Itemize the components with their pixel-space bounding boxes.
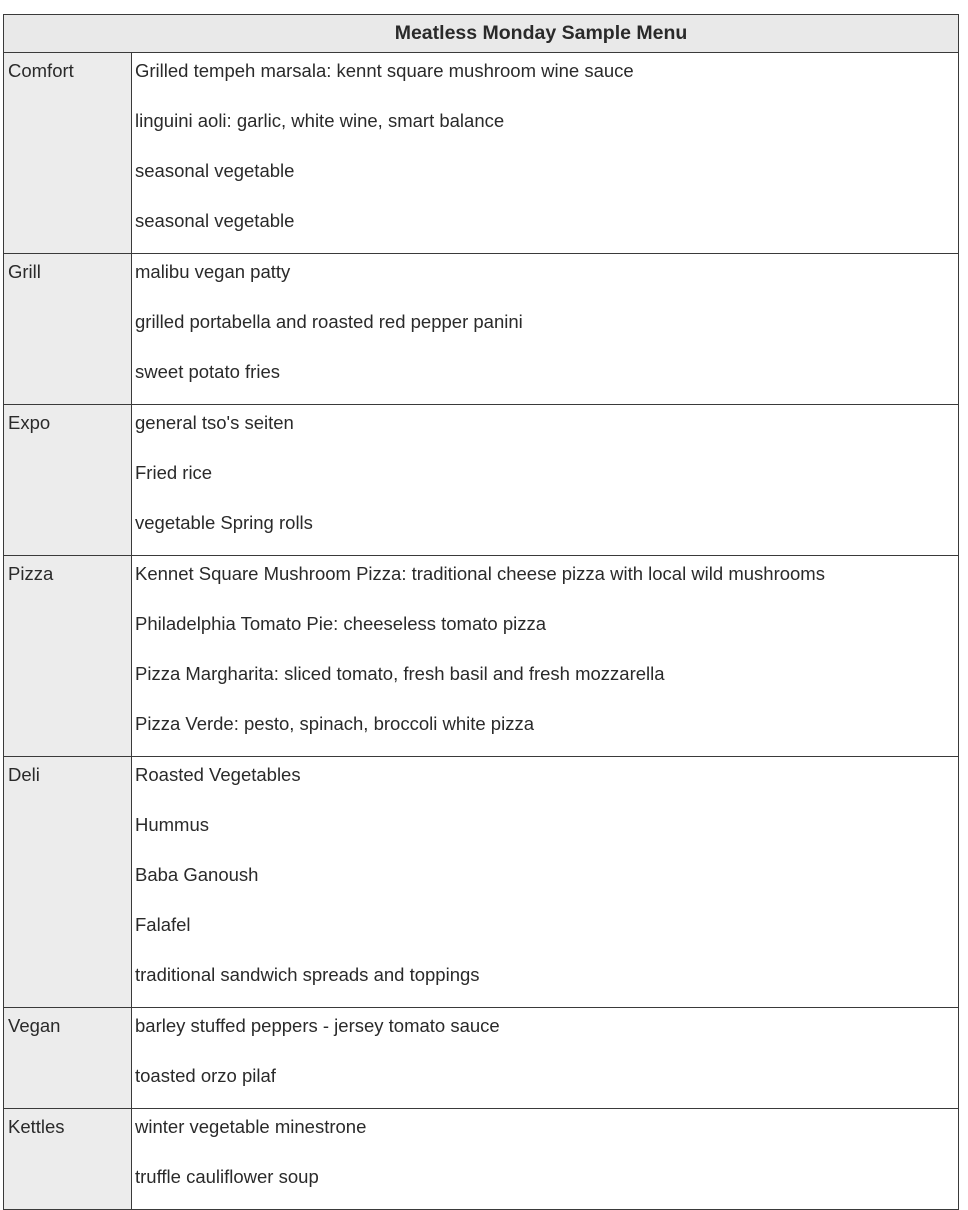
menu-title: Meatless Monday Sample Menu <box>4 15 959 53</box>
menu-items-cell <box>132 757 959 1008</box>
menu-items-cell <box>132 1109 959 1210</box>
category-label: Deli <box>4 757 132 1008</box>
menu-item: Fried rice <box>135 462 213 483</box>
menu-item: malibu vegan patty <box>135 261 291 282</box>
menu-item: general tso's seiten <box>135 412 294 433</box>
menu-items-cell <box>132 1008 959 1109</box>
menu-section-row <box>4 1008 959 1109</box>
menu-section-row <box>4 556 959 757</box>
menu-item: Falafel <box>135 914 191 935</box>
menu-section-row <box>4 254 959 405</box>
category-label: Vegan <box>4 1008 132 1109</box>
menu-item: Baba Ganoush <box>135 864 259 885</box>
menu-item: seasonal vegetable <box>135 160 295 181</box>
category-label: Kettles <box>4 1109 132 1210</box>
menu-body <box>4 53 959 1210</box>
menu-items-cell <box>132 405 959 556</box>
category-label: Comfort <box>4 53 132 254</box>
menu-item: Kennet Square Mushroom Pizza: traditional cheese pizza with local wild mushrooms <box>135 563 825 584</box>
menu-section-row <box>4 1109 959 1210</box>
menu-item: Pizza Margharita: sliced tomato, fresh basil and fresh mozzarella <box>135 663 665 684</box>
category-label: Grill <box>4 254 132 405</box>
menu-item: linguini aoli: garlic, white wine, smart balance <box>135 110 505 131</box>
menu-item: winter vegetable minestrone <box>135 1116 367 1137</box>
menu-item: traditional sandwich spreads and toppings <box>135 964 480 985</box>
menu-item: vegetable Spring rolls <box>135 512 313 533</box>
menu-item: sweet potato fries <box>135 361 280 382</box>
menu-section-row <box>4 53 959 254</box>
menu-table <box>3 14 959 1210</box>
menu-item: Hummus <box>135 814 210 835</box>
menu-item: Philadelphia Tomato Pie: cheeseless tomato pizza <box>135 613 547 634</box>
category-label: Expo <box>4 405 132 556</box>
menu-item: truffle cauliflower soup <box>135 1166 319 1187</box>
category-label: Pizza <box>4 556 132 757</box>
menu-item: toasted orzo pilaf <box>135 1065 276 1086</box>
menu-item: seasonal vegetable <box>135 210 295 231</box>
menu-item: barley stuffed peppers - jersey tomato sauce <box>135 1015 500 1036</box>
menu-item: Grilled tempeh marsala: kennt square mushroom wine sauce <box>135 60 634 81</box>
menu-items-cell <box>132 556 959 757</box>
menu-item: grilled portabella and roasted red pepper panini <box>135 311 523 332</box>
menu-section-row <box>4 405 959 556</box>
menu-section-row <box>4 757 959 1008</box>
menu-items-cell <box>132 53 959 254</box>
menu-items-cell <box>132 254 959 405</box>
menu-item: Roasted Vegetables <box>135 764 301 785</box>
menu-item: Pizza Verde: pesto, spinach, broccoli white pizza <box>135 713 534 734</box>
menu-header-row <box>4 15 959 53</box>
